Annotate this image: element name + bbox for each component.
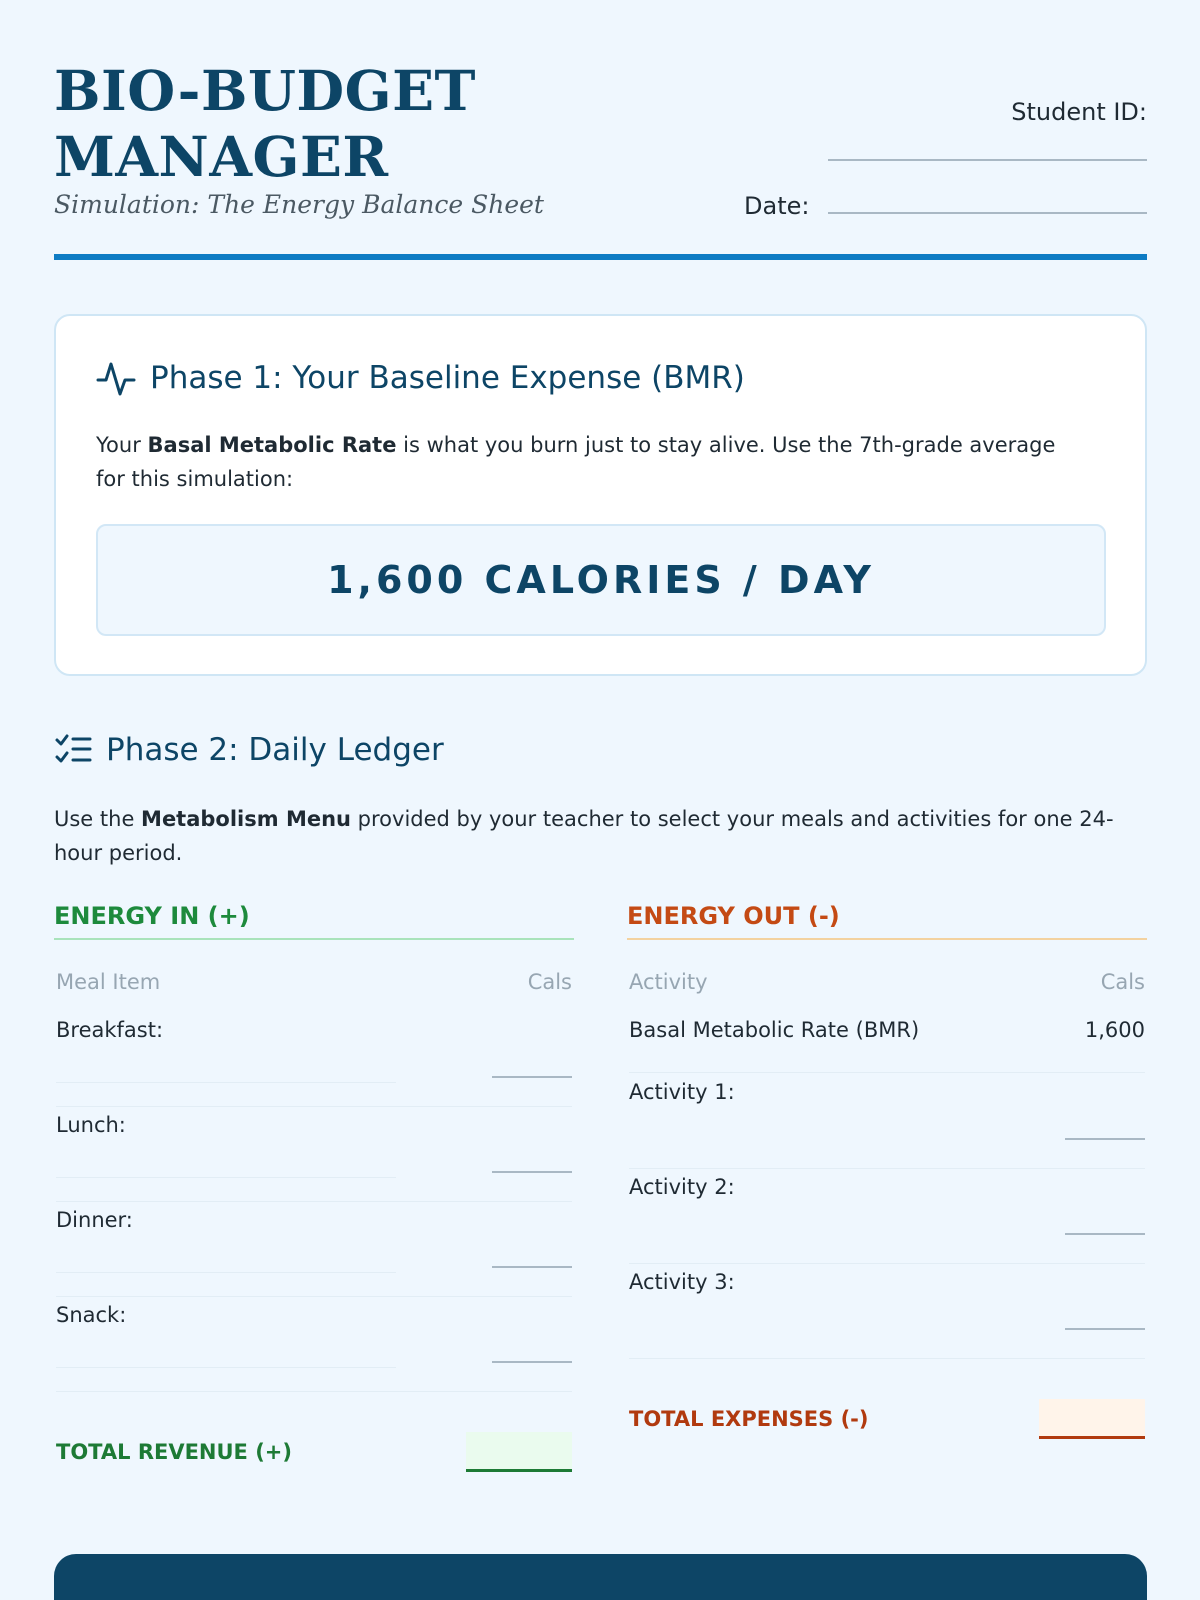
activity-label: Activity 1:	[629, 1080, 735, 1104]
row-divider	[56, 1391, 572, 1392]
meal-cals-field[interactable]	[492, 1266, 572, 1268]
meal-label: Lunch:	[56, 1113, 126, 1137]
phase2-heading	[54, 732, 444, 768]
total-revenue-field[interactable]	[466, 1432, 572, 1472]
meal-row	[54, 1018, 574, 1113]
row-divider	[56, 1106, 572, 1107]
cals-header: Cals	[527, 970, 572, 994]
activity-cals-field[interactable]	[1065, 1328, 1145, 1330]
meal-cals-field[interactable]	[492, 1171, 572, 1173]
page-title	[54, 58, 694, 190]
meal-row	[54, 1113, 574, 1208]
total-expenses-field[interactable]	[1039, 1399, 1145, 1439]
cals-header: Cals	[1100, 970, 1145, 994]
bmr-row-value: 1,600	[1084, 1018, 1145, 1042]
title-line-2: MANAGER	[54, 124, 389, 189]
energy-out-column	[627, 898, 1147, 1365]
date-field[interactable]	[828, 212, 1147, 214]
phase1-heading	[96, 358, 745, 398]
row-divider	[629, 1072, 1145, 1073]
meal-label: Breakfast:	[56, 1018, 164, 1042]
student-id-label: Student ID:	[1011, 98, 1147, 126]
meal-cals-field[interactable]	[492, 1076, 572, 1078]
activity-header: Activity	[629, 970, 708, 994]
meal-row	[54, 1303, 574, 1398]
activity-label: Activity 2:	[629, 1175, 735, 1199]
energy-in-title: ENERGY IN (+)	[54, 898, 574, 940]
phase1-description	[96, 428, 1086, 496]
meal-label: Snack:	[56, 1303, 127, 1327]
title-line-1: BIO-BUDGET	[54, 58, 476, 123]
meal-row	[54, 1208, 574, 1303]
page-subtitle: Simulation: The Energy Balance Sheet	[54, 190, 544, 219]
bmr-row-label: Basal Metabolic Rate (BMR)	[629, 1018, 920, 1042]
meal-item-header: Meal Item	[56, 970, 161, 994]
phase1-card	[54, 314, 1147, 676]
phase2-desc-bold: Metabolism Menu	[141, 807, 351, 831]
bmr-row	[627, 1018, 1147, 1080]
row-divider	[56, 1201, 572, 1202]
row-divider	[629, 1358, 1145, 1359]
phase2-title: Phase 2: Daily Ledger	[106, 732, 444, 768]
phase1-desc-bold: Basal Metabolic Rate	[147, 433, 397, 457]
row-divider	[56, 1082, 396, 1083]
activity-cals-field[interactable]	[1065, 1233, 1145, 1235]
phase1-desc-post: is what you burn just to stay alive. Use the 7th-grade average for this simulation:	[96, 433, 1056, 491]
checklist-icon	[54, 733, 92, 767]
activity-row	[627, 1175, 1147, 1270]
row-divider	[56, 1272, 396, 1273]
phase2-description	[54, 802, 1147, 870]
phase2-desc-pre: Use the	[54, 807, 142, 831]
bmr-value: 1,600 CALORIES / DAY	[327, 558, 875, 602]
row-divider	[629, 1263, 1145, 1264]
row-divider	[56, 1177, 396, 1178]
activity-pulse-icon	[96, 358, 136, 398]
activity-cals-field[interactable]	[1065, 1138, 1145, 1140]
energy-in-header-row	[54, 970, 574, 1004]
date-label: Date:	[744, 192, 810, 220]
meal-cals-field[interactable]	[492, 1361, 572, 1363]
meal-label: Dinner:	[56, 1208, 133, 1232]
bmr-value-box	[96, 524, 1106, 636]
phase2-desc-post: provided by your teacher to select your meals and activities for one 24-hour period.	[54, 807, 1114, 865]
energy-out-title: ENERGY OUT (-)	[627, 898, 1147, 940]
activity-label: Activity 3:	[629, 1270, 735, 1294]
energy-in-column	[54, 898, 574, 1398]
phase1-title: Phase 1: Your Baseline Expense (BMR)	[150, 360, 745, 396]
total-revenue-label: TOTAL REVENUE (+)	[56, 1440, 293, 1464]
activity-row	[627, 1080, 1147, 1175]
energy-out-header-row	[627, 970, 1147, 1004]
footer-banner	[54, 1554, 1147, 1600]
student-id-field[interactable]	[828, 159, 1147, 161]
header-divider	[54, 254, 1147, 260]
total-expenses-label: TOTAL EXPENSES (-)	[629, 1407, 869, 1431]
phase1-desc-pre: Your	[96, 433, 148, 457]
worksheet-page	[54, 0, 1147, 1600]
activity-row	[627, 1270, 1147, 1365]
row-divider	[56, 1296, 572, 1297]
row-divider	[629, 1168, 1145, 1169]
row-divider	[56, 1367, 396, 1368]
